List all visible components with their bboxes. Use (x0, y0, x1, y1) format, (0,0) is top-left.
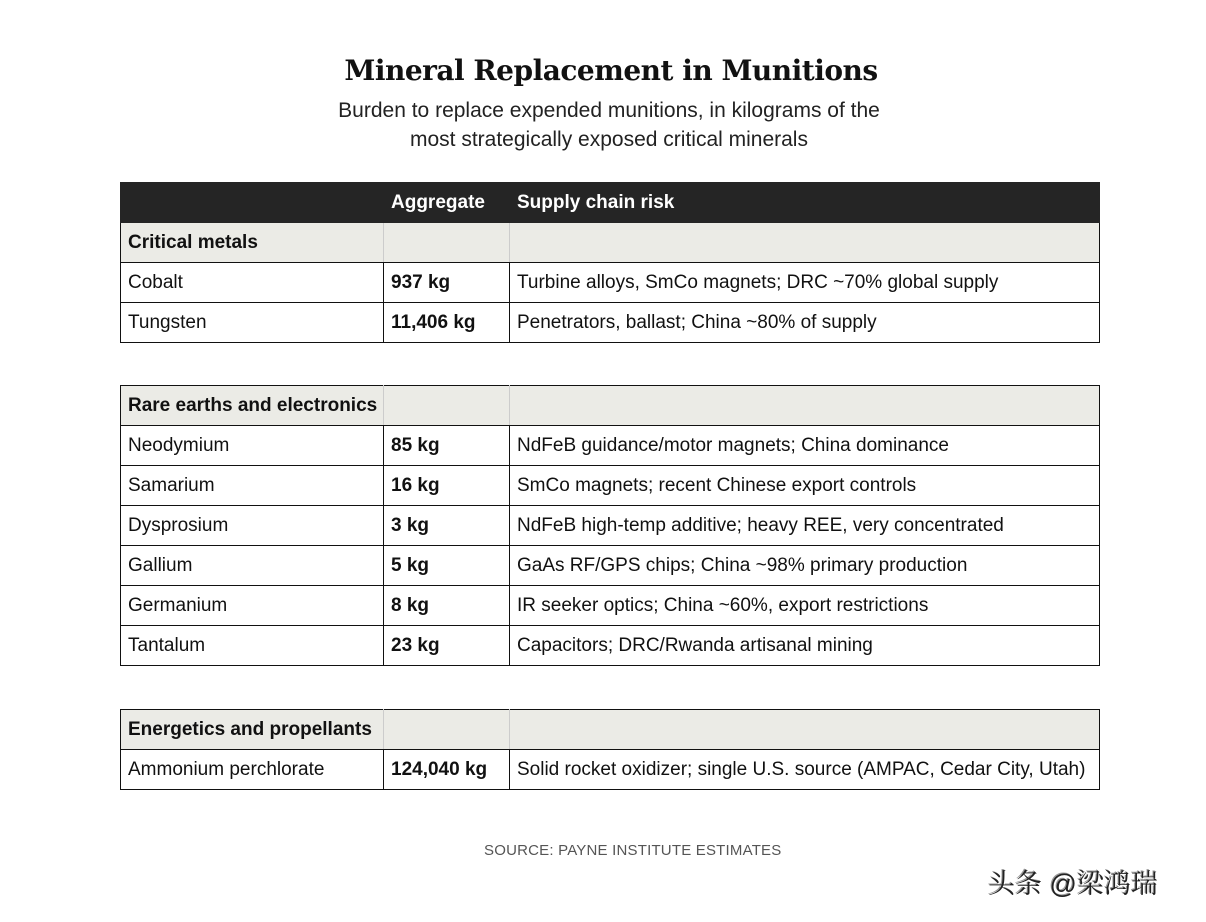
page-title: Mineral Replacement in Munitions (344, 54, 878, 87)
watermark: 头条 @梁鸿瑞 (988, 869, 1158, 899)
mineral-name: Ammonium perchlorate (121, 750, 384, 790)
supply-chain-risk: Turbine alloys, SmCo magnets; DRC ~70% global supply (510, 263, 1100, 303)
supply-chain-risk: GaAs RF/GPS chips; China ~98% primary production (510, 546, 1100, 586)
table-energetics (120, 709, 1100, 790)
supply-chain-risk: IR seeker optics; China ~60%, export restrictions (510, 586, 1100, 626)
subtitle-line-1: Burden to replace expended munitions, in kilograms of the (338, 99, 880, 122)
table-row (121, 426, 1100, 466)
mineral-name: Cobalt (121, 263, 384, 303)
mineral-name: Germanium (121, 586, 384, 626)
table-row (121, 506, 1100, 546)
section-blank (384, 223, 510, 263)
aggregate-value: 3 kg (384, 506, 510, 546)
aggregate-value: 5 kg (384, 546, 510, 586)
aggregate-value: 8 kg (384, 586, 510, 626)
section-row (121, 223, 1100, 263)
aggregate-value: 937 kg (384, 263, 510, 303)
header-row (121, 183, 1100, 223)
mineral-name: Dysprosium (121, 506, 384, 546)
section-blank (510, 710, 1100, 750)
section-title: Energetics and propellants (121, 710, 384, 750)
table-row (121, 750, 1100, 790)
header-supply-chain-risk: Supply chain risk (510, 183, 1100, 223)
aggregate-value: 11,406 kg (384, 303, 510, 343)
table-row (121, 626, 1100, 666)
supply-chain-risk: Penetrators, ballast; China ~80% of supply (510, 303, 1100, 343)
supply-chain-risk: SmCo magnets; recent Chinese export controls (510, 466, 1100, 506)
mineral-name: Tungsten (121, 303, 384, 343)
table-row (121, 586, 1100, 626)
section-blank (384, 710, 510, 750)
subtitle-line-2: most strategically exposed critical minerals (410, 128, 808, 151)
subtitle (0, 96, 1206, 154)
section-row (121, 386, 1100, 426)
mineral-name: Neodymium (121, 426, 384, 466)
aggregate-value: 124,040 kg (384, 750, 510, 790)
table-row (121, 466, 1100, 506)
supply-chain-risk: Solid rocket oxidizer; single U.S. source (AMPAC, Cedar City, Utah) (510, 750, 1100, 790)
aggregate-value: 23 kg (384, 626, 510, 666)
section-blank (510, 223, 1100, 263)
aggregate-value: 16 kg (384, 466, 510, 506)
supply-chain-risk: Capacitors; DRC/Rwanda artisanal mining (510, 626, 1100, 666)
table-rare-earths (120, 385, 1100, 666)
section-blank (510, 386, 1100, 426)
mineral-name: Samarium (121, 466, 384, 506)
section-row (121, 710, 1100, 750)
mineral-name: Tantalum (121, 626, 384, 666)
section-title: Critical metals (121, 223, 384, 263)
mineral-name: Gallium (121, 546, 384, 586)
source-note: SOURCE: PAYNE INSTITUTE ESTIMATES (484, 842, 782, 859)
table-row (121, 303, 1100, 343)
table-row (121, 546, 1100, 586)
section-blank (384, 386, 510, 426)
table-row (121, 263, 1100, 303)
table-critical-metals (120, 182, 1100, 343)
aggregate-value: 85 kg (384, 426, 510, 466)
header-blank (121, 183, 384, 223)
section-title: Rare earths and electronics (121, 386, 384, 426)
header-aggregate: Aggregate (384, 183, 510, 223)
supply-chain-risk: NdFeB high-temp additive; heavy REE, very concentrated (510, 506, 1100, 546)
supply-chain-risk: NdFeB guidance/motor magnets; China dominance (510, 426, 1100, 466)
